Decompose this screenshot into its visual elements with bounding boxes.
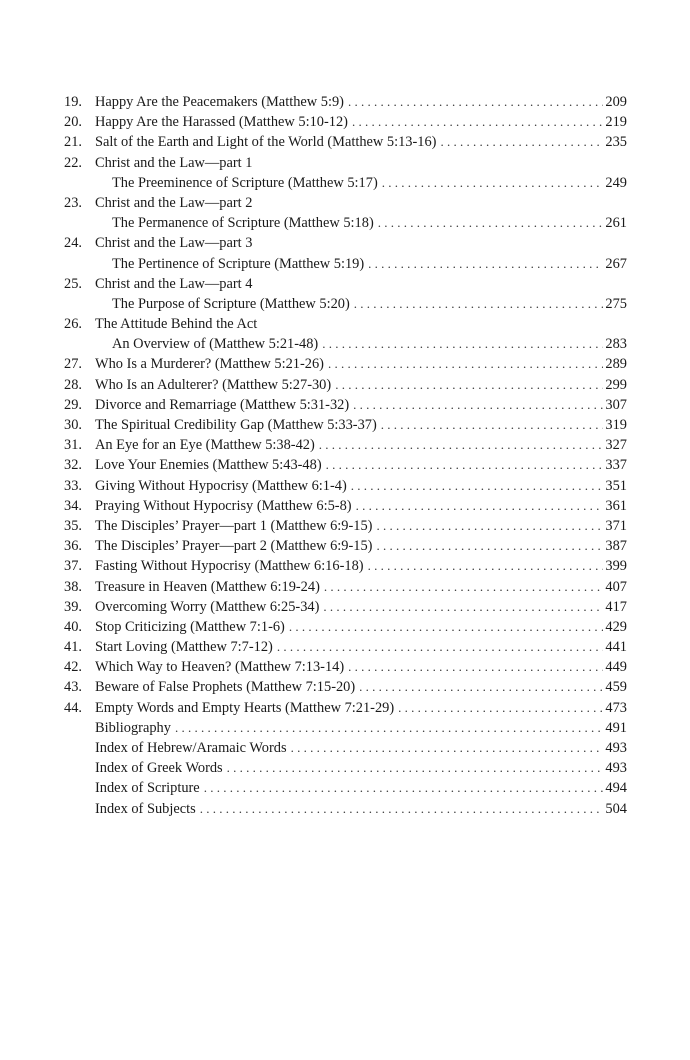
toc-dot-leader [200, 799, 604, 819]
toc-dot-leader [328, 354, 603, 374]
toc-number: 32. [64, 457, 82, 474]
toc-page-number: 209 [605, 94, 627, 110]
toc-dot-leader [356, 496, 604, 516]
toc-number: 23. [64, 194, 82, 211]
toc-title: Index of Greek Words [95, 760, 223, 777]
toc-line [64, 516, 627, 536]
toc-line [64, 233, 627, 253]
toc-title: Who Is an Adulterer? (Matthew 5:27-30) [95, 376, 332, 393]
toc-page-number: 327 [605, 437, 627, 454]
toc-dot-leader [291, 738, 604, 758]
toc-title: Beware of False Prophets (Matthew 7:15-20) [95, 679, 356, 696]
toc-entry[interactable] [64, 415, 627, 435]
toc-line [64, 254, 627, 274]
toc-dot-leader [368, 254, 603, 274]
toc-number: 41. [64, 639, 82, 656]
toc-title: Christ and the Law—part 2 [95, 194, 253, 211]
toc-dot-leader [376, 516, 603, 536]
toc-line [64, 314, 627, 334]
toc-dot-leader [175, 718, 603, 738]
toc-number: 24. [64, 235, 82, 252]
toc-title: Christ and the Law—part 4 [95, 275, 253, 292]
toc-title: Divorce and Remarriage (Matthew 5:31-32) [95, 396, 350, 413]
toc-dot-leader [378, 213, 604, 233]
toc-subtitle: The Permanence of Scripture (Matthew 5:18) [112, 215, 374, 232]
toc-title: The Disciples’ Prayer—part 1 (Matthew 6:9-15) [95, 517, 373, 534]
toc-number: 40. [64, 618, 82, 635]
toc-page-number: 371 [605, 517, 627, 534]
toc-page-number: 219 [605, 114, 627, 131]
toc-page-number: 283 [605, 336, 627, 353]
toc-entry[interactable] [64, 455, 627, 475]
toc-page-number: 493 [605, 760, 627, 777]
toc-line [64, 496, 627, 516]
toc-entry[interactable] [64, 738, 627, 758]
toc-title: Stop Criticizing (Matthew 7:1-6) [95, 618, 285, 635]
toc-title: The Spiritual Credibility Gap (Matthew 5:33-37) [95, 417, 377, 433]
toc-page-number: 493 [605, 740, 627, 756]
toc-page-number: 275 [605, 295, 627, 312]
toc-entry[interactable] [64, 617, 627, 637]
toc-page-number: 235 [605, 134, 627, 151]
toc-dot-leader [335, 375, 603, 395]
toc-entry[interactable] [64, 496, 627, 516]
toc-number: 35. [64, 517, 82, 534]
toc-line [64, 637, 627, 657]
toc-entry[interactable] [64, 233, 627, 273]
toc-line [64, 132, 627, 152]
toc-line [64, 435, 627, 455]
toc-number: 26. [64, 316, 82, 333]
toc-number: 29. [64, 396, 82, 413]
toc-title: The Disciples’ Prayer—part 2 (Matthew 6:9-15) [95, 538, 373, 555]
toc-page-number: 289 [605, 356, 627, 373]
toc-page-number: 491 [605, 719, 627, 736]
toc-entry[interactable] [64, 375, 627, 395]
toc-line [64, 334, 627, 354]
toc-title: Christ and the Law—part 1 [95, 154, 253, 171]
toc-line [64, 294, 627, 314]
toc-line [64, 415, 627, 435]
table-of-contents [64, 92, 627, 819]
toc-dot-leader [319, 435, 604, 455]
toc-line [64, 556, 627, 576]
toc-number: 36. [64, 538, 82, 555]
toc-number: 34. [64, 497, 82, 514]
toc-line [64, 718, 627, 738]
toc-line [64, 778, 627, 798]
toc-subtitle: The Pertinence of Scripture (Matthew 5:19) [112, 255, 365, 272]
toc-entry[interactable] [64, 153, 627, 193]
toc-dot-leader [289, 617, 604, 637]
toc-entry[interactable] [64, 698, 627, 718]
toc-dot-leader [440, 132, 603, 152]
toc-entry[interactable] [64, 274, 627, 314]
toc-number: 44. [64, 699, 82, 716]
toc-entry[interactable] [64, 597, 627, 617]
toc-entry[interactable] [64, 799, 627, 819]
toc-line [64, 738, 627, 758]
toc-dot-leader [359, 677, 603, 697]
toc-title: Praying Without Hypocrisy (Matthew 6:5-8) [95, 497, 352, 514]
toc-line [64, 536, 627, 556]
toc-entry[interactable] [64, 112, 627, 132]
toc-number: 22. [64, 154, 82, 171]
toc-entry[interactable] [64, 577, 627, 597]
toc-entry[interactable] [64, 354, 627, 374]
toc-page-number: 459 [605, 679, 627, 696]
toc-dot-leader [277, 637, 604, 657]
toc-number: 30. [64, 417, 82, 433]
toc-page-number: 267 [605, 255, 627, 272]
toc-entry[interactable] [64, 556, 627, 576]
toc-title: Happy Are the Harassed (Matthew 5:10-12) [95, 114, 348, 131]
toc-entry[interactable] [64, 657, 627, 677]
toc-page-number: 337 [605, 457, 627, 474]
toc-line [64, 455, 627, 475]
toc-line [64, 153, 627, 173]
toc-line [64, 92, 627, 112]
toc-dot-leader [353, 395, 603, 415]
toc-dot-leader [204, 778, 604, 798]
toc-dot-leader [382, 173, 604, 193]
toc-entry[interactable] [64, 395, 627, 415]
toc-title: Empty Words and Empty Hearts (Matthew 7:21-29) [95, 699, 395, 716]
toc-title: Bibliography [95, 719, 171, 736]
toc-page-number: 387 [605, 538, 627, 555]
toc-title: Which Way to Heaven? (Matthew 7:13-14) [95, 659, 345, 676]
toc-number: 43. [64, 679, 82, 696]
toc-dot-leader [398, 698, 603, 718]
toc-title: Start Loving (Matthew 7:7-12) [95, 639, 273, 656]
toc-line [64, 617, 627, 637]
toc-line [64, 698, 627, 718]
toc-title: Index of Subjects [95, 800, 196, 817]
toc-title: Who Is a Murderer? (Matthew 5:21-26) [95, 356, 324, 373]
toc-line [64, 677, 627, 697]
toc-title: Salt of the Earth and Light of the World (Matthew 5:13-16) [95, 134, 437, 151]
toc-line [64, 476, 627, 496]
toc-dot-leader [227, 758, 604, 778]
toc-page-number: 473 [605, 699, 627, 716]
toc-page-number: 249 [605, 174, 627, 191]
toc-title: Christ and the Law—part 3 [95, 235, 253, 252]
toc-page-number: 449 [605, 659, 627, 676]
toc-title: Treasure in Heaven (Matthew 6:19-24) [95, 578, 320, 595]
toc-dot-leader [323, 597, 603, 617]
toc-title: Happy Are the Peacemakers (Matthew 5:9) [95, 94, 344, 110]
toc-line [64, 597, 627, 617]
toc-number: 42. [64, 659, 82, 676]
toc-number: 38. [64, 578, 82, 595]
toc-dot-leader [381, 415, 604, 435]
toc-entry[interactable] [64, 435, 627, 455]
toc-number: 21. [64, 134, 82, 151]
toc-page-number: 299 [605, 376, 627, 393]
toc-dot-leader [368, 556, 604, 576]
toc-page-number: 417 [605, 598, 627, 615]
toc-title: Love Your Enemies (Matthew 5:43-48) [95, 457, 322, 474]
toc-page-number: 319 [605, 417, 627, 433]
toc-line [64, 173, 627, 193]
toc-dot-leader [324, 577, 604, 597]
toc-page-number: 407 [605, 578, 627, 595]
toc-number: 28. [64, 376, 82, 393]
toc-entry[interactable] [64, 758, 627, 778]
toc-line [64, 799, 627, 819]
toc-page-number: 441 [605, 639, 627, 656]
toc-line [64, 354, 627, 374]
toc-title: Index of Scripture [95, 780, 200, 797]
toc-entry[interactable] [64, 778, 627, 798]
toc-title: The Attitude Behind the Act [95, 316, 258, 333]
toc-number: 33. [64, 477, 82, 494]
toc-entry[interactable] [64, 314, 627, 354]
toc-entry[interactable] [64, 92, 627, 112]
toc-dot-leader [348, 92, 603, 112]
toc-line [64, 577, 627, 597]
toc-title: Index of Hebrew/Aramaic Words [95, 740, 287, 756]
toc-dot-leader [354, 294, 604, 314]
toc-page-number: 351 [605, 477, 627, 494]
toc-number: 25. [64, 275, 82, 292]
toc-page-number: 307 [605, 396, 627, 413]
toc-page-number: 429 [605, 618, 627, 635]
toc-entry[interactable] [64, 132, 627, 152]
toc-number: 39. [64, 598, 82, 615]
toc-number: 31. [64, 437, 82, 454]
toc-subtitle: The Preeminence of Scripture (Matthew 5:17) [112, 174, 378, 191]
toc-page-number: 361 [605, 497, 627, 514]
toc-title: An Eye for an Eye (Matthew 5:38-42) [95, 437, 315, 454]
toc-entry[interactable] [64, 516, 627, 536]
toc-entry[interactable] [64, 718, 627, 738]
toc-line [64, 112, 627, 132]
toc-entry[interactable] [64, 476, 627, 496]
toc-dot-leader [376, 536, 603, 556]
toc-line [64, 758, 627, 778]
toc-dot-leader [352, 112, 603, 132]
toc-line [64, 657, 627, 677]
toc-line [64, 395, 627, 415]
toc-page-number: 399 [605, 558, 627, 575]
toc-subtitle: The Purpose of Scripture (Matthew 5:20) [112, 295, 350, 312]
toc-line [64, 375, 627, 395]
toc-dot-leader [351, 476, 604, 496]
toc-title: Giving Without Hypocrisy (Matthew 6:1-4) [95, 477, 347, 494]
toc-entry[interactable] [64, 677, 627, 697]
toc-title: Overcoming Worry (Matthew 6:25-34) [95, 598, 320, 615]
toc-page-number: 261 [605, 215, 627, 232]
toc-number: 20. [64, 114, 82, 131]
toc-number: 19. [64, 94, 82, 110]
toc-entry[interactable] [64, 637, 627, 657]
toc-line [64, 193, 627, 213]
toc-page-number: 494 [605, 780, 627, 797]
toc-subtitle: An Overview of (Matthew 5:21-48) [112, 336, 319, 353]
toc-line [64, 274, 627, 294]
toc-entry[interactable] [64, 536, 627, 556]
toc-page-number: 504 [605, 800, 627, 817]
toc-entry[interactable] [64, 193, 627, 233]
toc-number: 27. [64, 356, 82, 373]
toc-dot-leader [348, 657, 603, 677]
toc-dot-leader [326, 455, 604, 475]
toc-number: 37. [64, 558, 82, 575]
toc-dot-leader [322, 334, 603, 354]
toc-title: Fasting Without Hypocrisy (Matthew 6:16-18) [95, 558, 364, 575]
toc-line [64, 213, 627, 233]
